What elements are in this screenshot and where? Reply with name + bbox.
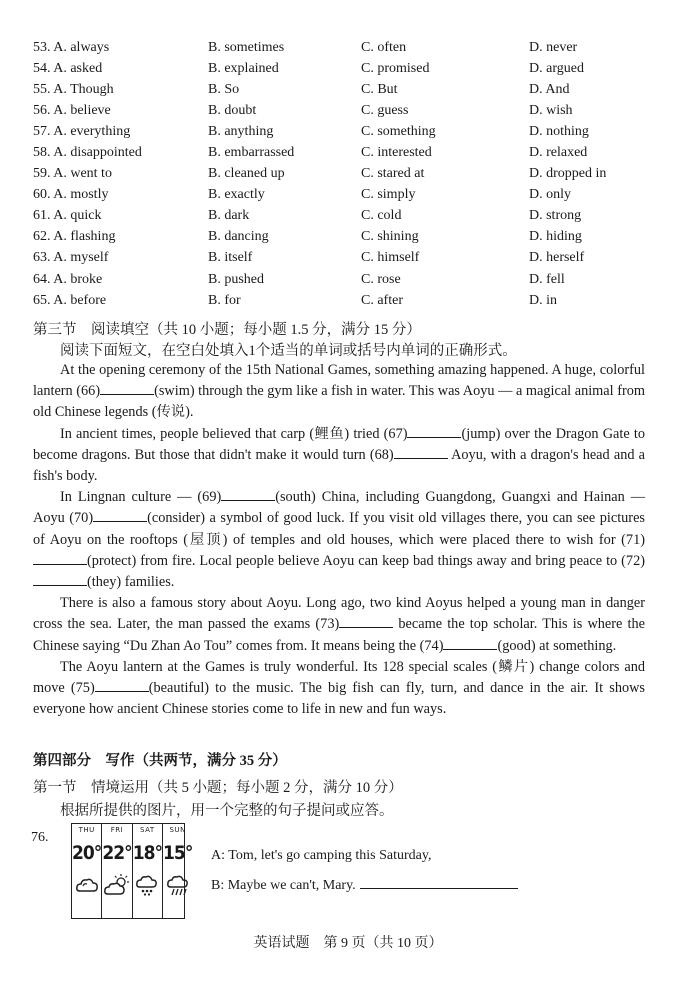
blank-66[interactable]: [100, 382, 154, 395]
option-a: 55. A. Though: [33, 81, 114, 97]
blank-75[interactable]: [95, 679, 149, 692]
option-d: D. wish: [529, 102, 573, 118]
option-d: D. nothing: [529, 123, 589, 139]
options-table: [33, 37, 663, 311]
option-d: D. never: [529, 39, 578, 55]
option-row: [33, 58, 663, 79]
option-b: B. dark: [208, 208, 250, 224]
option-a: 57. A. everything: [33, 123, 131, 139]
option-a: 54. A. asked: [33, 60, 103, 76]
option-c: C. simply: [361, 187, 416, 203]
option-row: [33, 185, 663, 206]
option-c: C. shining: [361, 229, 419, 245]
blank-73[interactable]: [339, 615, 393, 628]
option-a: 59. A. went to: [33, 166, 112, 182]
blank-69[interactable]: [221, 488, 275, 501]
option-c: C. guess: [361, 102, 409, 118]
option-a: 56. A. believe: [33, 102, 111, 118]
page-footer: 英语试题 第 9 页（共 10 页）: [253, 936, 443, 951]
cloudy-icon: [75, 874, 99, 899]
passage-paragraph-3: In Lingnan culture — (69) (south) China, including Guangdong, Guangxi and Hainan — Aoyu (70) (consider) a symbol of good luck. If you visit old villages there, you can see pictures of Aoyu on the rooftops (屋顶) of temples and old houses, which were placed there to wish for (71)(protect) from fire. Local people believe Aoyu can keep bad things away and bring peace to (72)(they) families.: [33, 489, 645, 591]
passage-paragraph-2: In ancient times, people believed that carp (鲤鱼) tried (67) (jump) over the Dragon Gate to become dragons. But those that didn't make it would turn (68) Aoyu, with a dragon's head and a fish's body.: [33, 425, 646, 485]
option-a: 61. A. quick: [33, 208, 102, 224]
passage-paragraph-1: At the opening ceremony of the 15th National Games, something amazing happened. A huge, colorful lantern (66) (swim) through the gym like a fish in water. This was Aoyu — a magical animal from old Chinese legends (传说).: [33, 362, 645, 421]
option-d: D. herself: [529, 250, 585, 266]
rain-icon: [136, 874, 158, 901]
passage-paragraph-4: There is also a famous story about Aoyu. Long ago, two kind Aoyus helped a young man in danger cross the sea. Later, the man passed the exams (73) became the top scholar. This is where the Chinese saying “Du Zhan Ao Tou” comes from. It means being the (74) (good) at something.: [33, 595, 646, 654]
blank-70[interactable]: [93, 509, 147, 522]
weather-forecast-picture: [71, 823, 193, 919]
option-a: 60. A. mostly: [33, 187, 109, 203]
option-b: B. dancing: [208, 229, 269, 245]
option-b: B. pushed: [208, 271, 264, 287]
option-row: [33, 100, 663, 121]
option-d: D. hiding: [529, 229, 582, 245]
option-row: [33, 290, 663, 311]
passage-paragraph-5: The Aoyu lantern at the Games is truly wonderful. Its 128 special scales (鳞片) change colors and move (75) (beautiful) to the music. The big fish can fly, turn, and dance in the air. It shows everyone how ancient Chinese stories come to life in new and fun ways.: [33, 658, 645, 718]
option-b: B. cleaned up: [208, 166, 285, 182]
option-c: C. interested: [361, 145, 432, 161]
option-c: C. something: [361, 123, 436, 139]
weather-day-thu: THU 20°: [72, 824, 102, 918]
blank-71[interactable]: [33, 552, 87, 565]
part4-instruction: 根据所提供的图片，用一个完整的句子提问或应答。: [60, 803, 394, 819]
option-a: 63. A. myself: [33, 250, 109, 266]
option-c: C. promised: [361, 60, 430, 76]
option-b: B. anything: [208, 123, 274, 139]
option-row: [33, 121, 663, 142]
option-d: D. dropped in: [529, 166, 607, 182]
blank-67[interactable]: [407, 425, 461, 438]
option-d: D. And: [529, 81, 570, 97]
blank-72[interactable]: [33, 573, 87, 586]
option-c: C. cold: [361, 208, 402, 224]
option-a: 58. A. disappointed: [33, 145, 142, 161]
option-c: C. himself: [361, 250, 420, 266]
option-d: D. in: [529, 292, 557, 308]
option-row: [33, 37, 663, 58]
option-row: [33, 248, 663, 269]
reading-passage: [33, 360, 645, 720]
section3-instruction: 阅读下面短文，在空白处填入1个适当的单词或括号内单词的正确形式。: [60, 343, 517, 359]
heavy-rain-icon: [167, 874, 189, 901]
option-c: C. rose: [361, 271, 401, 287]
blank-74[interactable]: [443, 637, 497, 650]
option-d: D. only: [529, 187, 571, 203]
option-b: B. doubt: [208, 102, 257, 118]
question-76-number: 76.: [31, 830, 49, 845]
part4-title: 第四部分 写作（共两节，满分 35 分）: [33, 753, 287, 769]
option-b: B. itself: [208, 250, 253, 266]
partly-cloudy-icon: [104, 874, 130, 901]
option-row: [33, 142, 663, 163]
option-c: C. But: [361, 81, 398, 97]
option-d: D. relaxed: [529, 145, 588, 161]
option-d: D. argued: [529, 60, 584, 76]
option-c: C. after: [361, 292, 403, 308]
answer-76-input[interactable]: [360, 876, 518, 889]
option-a: 64. A. broke: [33, 271, 103, 287]
option-row: [33, 164, 663, 185]
option-b: B. explained: [208, 60, 279, 76]
option-a: 65. A. before: [33, 292, 107, 308]
option-b: B. for: [208, 292, 241, 308]
section3-title: 第三节 阅读填空（共 10 小题；每小题 1.5 分，满分 15 分）: [33, 322, 421, 338]
option-b: B. exactly: [208, 187, 265, 203]
dialog-line-a: A: Tom, let's go camping this Saturday,: [211, 848, 432, 863]
blank-68[interactable]: [394, 446, 448, 459]
dialog-line-b: B: Maybe we can't, Mary.: [211, 876, 518, 894]
weather-day-sun: SUN 15°: [163, 824, 192, 918]
option-row: [33, 269, 663, 290]
option-b: B. So: [208, 81, 240, 97]
option-a: 53. A. always: [33, 39, 110, 55]
weather-day-fri: FRI 22°: [102, 824, 132, 918]
option-b: B. embarrassed: [208, 145, 295, 161]
option-b: B. sometimes: [208, 39, 285, 55]
option-row: [33, 227, 663, 248]
option-row: [33, 79, 663, 100]
option-c: C. often: [361, 39, 407, 55]
option-d: D. fell: [529, 271, 565, 287]
option-row: [33, 206, 663, 227]
option-a: 62. A. flashing: [33, 229, 116, 245]
part4-subtitle: 第一节 情境运用（共 5 小题；每小题 2 分，满分 10 分）: [33, 780, 403, 796]
option-d: D. strong: [529, 208, 582, 224]
weather-day-sat: SAT 18°: [133, 824, 163, 918]
option-c: C. stared at: [361, 166, 425, 182]
